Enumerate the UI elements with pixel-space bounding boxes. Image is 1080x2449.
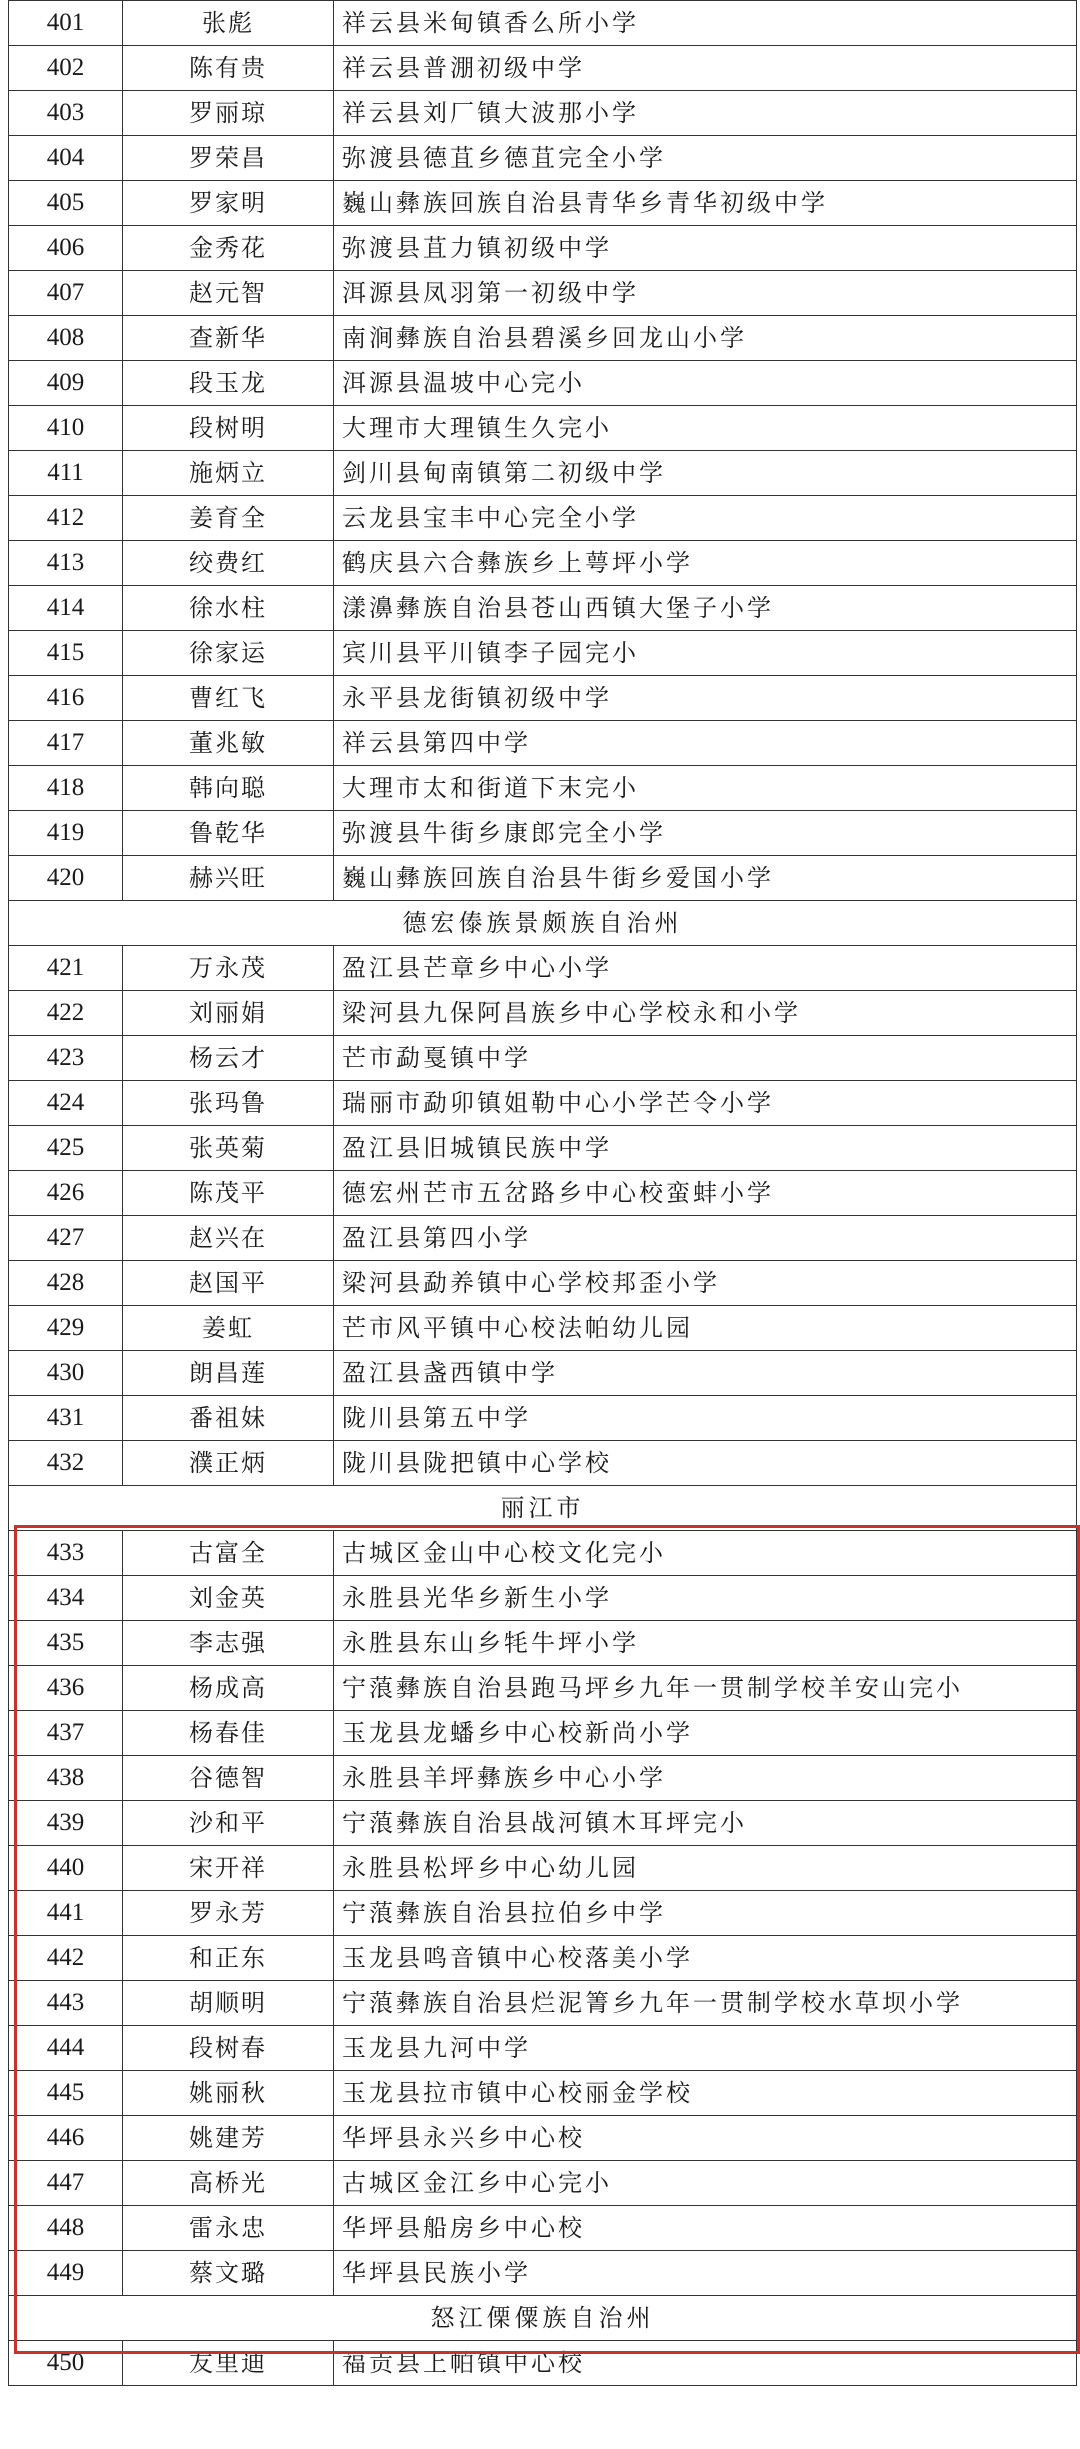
table-row bbox=[9, 676, 1077, 721]
person-name: 陈有贵 bbox=[123, 46, 334, 91]
person-name: 宋开祥 bbox=[123, 1846, 334, 1891]
table-row bbox=[9, 811, 1077, 856]
person-name: 罗永芳 bbox=[123, 1891, 334, 1936]
table-row bbox=[9, 1846, 1077, 1891]
row-number: 420 bbox=[9, 856, 123, 901]
person-name: 刘金英 bbox=[123, 1576, 334, 1621]
row-number: 425 bbox=[9, 1126, 123, 1171]
person-name: 徐水柱 bbox=[123, 586, 334, 631]
table-row bbox=[9, 1396, 1077, 1441]
person-name: 姜虹 bbox=[123, 1306, 334, 1351]
school-name: 大理市大理镇生久完小 bbox=[334, 406, 1077, 451]
school-name: 陇川县陇把镇中心学校 bbox=[334, 1441, 1077, 1486]
row-number: 437 bbox=[9, 1711, 123, 1756]
table-row bbox=[9, 766, 1077, 811]
school-name: 洱源县温坡中心完小 bbox=[334, 361, 1077, 406]
row-number: 416 bbox=[9, 676, 123, 721]
school-name: 梁河县九保阿昌族乡中心学校永和小学 bbox=[334, 991, 1077, 1036]
region-name: 怒江傈僳族自治州 bbox=[9, 2296, 1077, 2341]
row-number: 444 bbox=[9, 2026, 123, 2071]
table-row bbox=[9, 1891, 1077, 1936]
table-row bbox=[9, 631, 1077, 676]
school-name: 陇川县第五中学 bbox=[334, 1396, 1077, 1441]
row-number: 411 bbox=[9, 451, 123, 496]
school-name: 盈江县芒章乡中心小学 bbox=[334, 946, 1077, 991]
row-number: 417 bbox=[9, 721, 123, 766]
row-number: 429 bbox=[9, 1306, 123, 1351]
row-number: 424 bbox=[9, 1081, 123, 1126]
table-row bbox=[9, 91, 1077, 136]
person-name: 段树春 bbox=[123, 2026, 334, 2071]
person-name: 和正东 bbox=[123, 1936, 334, 1981]
row-number: 441 bbox=[9, 1891, 123, 1936]
school-name: 洱源县凤羽第一初级中学 bbox=[334, 271, 1077, 316]
row-number: 422 bbox=[9, 991, 123, 1036]
school-name: 剑川县甸南镇第二初级中学 bbox=[334, 451, 1077, 496]
roster-table bbox=[8, 0, 1077, 2386]
school-name: 永胜县松坪乡中心幼儿园 bbox=[334, 1846, 1077, 1891]
table-row bbox=[9, 1261, 1077, 1306]
school-name: 祥云县普淜初级中学 bbox=[334, 46, 1077, 91]
table-row bbox=[9, 1, 1077, 46]
row-number: 432 bbox=[9, 1441, 123, 1486]
person-name: 赵元智 bbox=[123, 271, 334, 316]
person-name: 施炳立 bbox=[123, 451, 334, 496]
school-name: 盈江县盏西镇中学 bbox=[334, 1351, 1077, 1396]
row-number: 450 bbox=[9, 2341, 123, 2386]
person-name: 韩向聪 bbox=[123, 766, 334, 811]
table-row bbox=[9, 316, 1077, 361]
person-name: 姚丽秋 bbox=[123, 2071, 334, 2116]
row-number: 439 bbox=[9, 1801, 123, 1846]
table-row bbox=[9, 1621, 1077, 1666]
school-name: 永胜县东山乡牦牛坪小学 bbox=[334, 1621, 1077, 1666]
row-number: 442 bbox=[9, 1936, 123, 1981]
school-name: 玉龙县拉市镇中心校丽金学校 bbox=[334, 2071, 1077, 2116]
person-name: 姜育全 bbox=[123, 496, 334, 541]
row-number: 421 bbox=[9, 946, 123, 991]
table-row bbox=[9, 946, 1077, 991]
row-number: 404 bbox=[9, 136, 123, 181]
row-number: 418 bbox=[9, 766, 123, 811]
table-row bbox=[9, 136, 1077, 181]
table-row bbox=[9, 2071, 1077, 2116]
person-name: 杨成高 bbox=[123, 1666, 334, 1711]
school-name: 玉龙县龙蟠乡中心校新尚小学 bbox=[334, 1711, 1077, 1756]
school-name: 弥渡县苴力镇初级中学 bbox=[334, 226, 1077, 271]
table-row bbox=[9, 1801, 1077, 1846]
school-name: 弥渡县德苴乡德苴完全小学 bbox=[334, 136, 1077, 181]
table-row bbox=[9, 1756, 1077, 1801]
person-name: 张彪 bbox=[123, 1, 334, 46]
school-name: 古城区金山中心校文化完小 bbox=[334, 1531, 1077, 1576]
region-header-row bbox=[9, 901, 1077, 946]
person-name: 雷永忠 bbox=[123, 2206, 334, 2251]
region-header-row bbox=[9, 2296, 1077, 2341]
person-name: 赵兴在 bbox=[123, 1216, 334, 1261]
school-name: 弥渡县牛街乡康郎完全小学 bbox=[334, 811, 1077, 856]
row-number: 435 bbox=[9, 1621, 123, 1666]
person-name: 段玉龙 bbox=[123, 361, 334, 406]
table-row bbox=[9, 46, 1077, 91]
table-row bbox=[9, 496, 1077, 541]
table-row bbox=[9, 1351, 1077, 1396]
row-number: 448 bbox=[9, 2206, 123, 2251]
school-name: 鹤庆县六合彝族乡上萼坪小学 bbox=[334, 541, 1077, 586]
school-name: 宾川县平川镇李子园完小 bbox=[334, 631, 1077, 676]
row-number: 413 bbox=[9, 541, 123, 586]
person-name: 朗昌莲 bbox=[123, 1351, 334, 1396]
person-name: 友里迪 bbox=[123, 2341, 334, 2386]
school-name: 盈江县第四小学 bbox=[334, 1216, 1077, 1261]
person-name: 李志强 bbox=[123, 1621, 334, 1666]
region-name: 德宏傣族景颇族自治州 bbox=[9, 901, 1077, 946]
school-name: 云龙县宝丰中心完全小学 bbox=[334, 496, 1077, 541]
row-number: 407 bbox=[9, 271, 123, 316]
table-row bbox=[9, 2206, 1077, 2251]
school-name: 祥云县刘厂镇大波那小学 bbox=[334, 91, 1077, 136]
person-name: 古富全 bbox=[123, 1531, 334, 1576]
table-row bbox=[9, 271, 1077, 316]
school-name: 华坪县永兴乡中心校 bbox=[334, 2116, 1077, 2161]
row-number: 405 bbox=[9, 181, 123, 226]
table-row bbox=[9, 1171, 1077, 1216]
row-number: 436 bbox=[9, 1666, 123, 1711]
person-name: 番祖妹 bbox=[123, 1396, 334, 1441]
person-name: 查新华 bbox=[123, 316, 334, 361]
school-name: 宁蒗彝族自治县跑马坪乡九年一贯制学校羊安山完小 bbox=[334, 1666, 1077, 1711]
school-name: 巍山彝族回族自治县牛街乡爱国小学 bbox=[334, 856, 1077, 901]
school-name: 宁蒗彝族自治县战河镇木耳坪完小 bbox=[334, 1801, 1077, 1846]
school-name: 玉龙县九河中学 bbox=[334, 2026, 1077, 2071]
table-row bbox=[9, 721, 1077, 766]
roster-sheet bbox=[8, 0, 1078, 2386]
region-header-row bbox=[9, 1486, 1077, 1531]
school-name: 华坪县民族小学 bbox=[334, 2251, 1077, 2296]
school-name: 大理市太和街道下末完小 bbox=[334, 766, 1077, 811]
table-row bbox=[9, 541, 1077, 586]
table-row bbox=[9, 856, 1077, 901]
person-name: 杨春佳 bbox=[123, 1711, 334, 1756]
school-name: 福贡县上帕镇中心校 bbox=[334, 2341, 1077, 2386]
table-row bbox=[9, 2026, 1077, 2071]
school-name: 瑞丽市勐卯镇姐勒中心小学芒令小学 bbox=[334, 1081, 1077, 1126]
row-number: 403 bbox=[9, 91, 123, 136]
person-name: 濮正炳 bbox=[123, 1441, 334, 1486]
row-number: 406 bbox=[9, 226, 123, 271]
person-name: 赵国平 bbox=[123, 1261, 334, 1306]
person-name: 张英菊 bbox=[123, 1126, 334, 1171]
row-number: 434 bbox=[9, 1576, 123, 1621]
person-name: 沙和平 bbox=[123, 1801, 334, 1846]
person-name: 姚建芳 bbox=[123, 2116, 334, 2161]
person-name: 刘丽娟 bbox=[123, 991, 334, 1036]
row-number: 446 bbox=[9, 2116, 123, 2161]
person-name: 鲁乾华 bbox=[123, 811, 334, 856]
row-number: 438 bbox=[9, 1756, 123, 1801]
school-name: 南涧彝族自治县碧溪乡回龙山小学 bbox=[334, 316, 1077, 361]
row-number: 410 bbox=[9, 406, 123, 451]
row-number: 412 bbox=[9, 496, 123, 541]
table-row bbox=[9, 1216, 1077, 1261]
table-row bbox=[9, 361, 1077, 406]
person-name: 金秀花 bbox=[123, 226, 334, 271]
school-name: 宁蒗彝族自治县拉伯乡中学 bbox=[334, 1891, 1077, 1936]
table-row bbox=[9, 1081, 1077, 1126]
row-number: 445 bbox=[9, 2071, 123, 2116]
person-name: 曹红飞 bbox=[123, 676, 334, 721]
row-number: 428 bbox=[9, 1261, 123, 1306]
table-row bbox=[9, 1576, 1077, 1621]
row-number: 449 bbox=[9, 2251, 123, 2296]
school-name: 永胜县羊坪彝族乡中心小学 bbox=[334, 1756, 1077, 1801]
person-name: 张玛鲁 bbox=[123, 1081, 334, 1126]
row-number: 409 bbox=[9, 361, 123, 406]
person-name: 徐家运 bbox=[123, 631, 334, 676]
person-name: 陈茂平 bbox=[123, 1171, 334, 1216]
person-name: 高桥光 bbox=[123, 2161, 334, 2206]
school-name: 永平县龙街镇初级中学 bbox=[334, 676, 1077, 721]
table-row bbox=[9, 1936, 1077, 1981]
person-name: 胡顺明 bbox=[123, 1981, 334, 2026]
table-row bbox=[9, 1126, 1077, 1171]
row-number: 414 bbox=[9, 586, 123, 631]
school-name: 漾濞彝族自治县苍山西镇大堡子小学 bbox=[334, 586, 1077, 631]
row-number: 431 bbox=[9, 1396, 123, 1441]
table-row bbox=[9, 181, 1077, 226]
table-row bbox=[9, 1441, 1077, 1486]
person-name: 罗荣昌 bbox=[123, 136, 334, 181]
row-number: 443 bbox=[9, 1981, 123, 2026]
person-name: 董兆敏 bbox=[123, 721, 334, 766]
table-row bbox=[9, 2116, 1077, 2161]
school-name: 宁蒗彝族自治县烂泥箐乡九年一贯制学校水草坝小学 bbox=[334, 1981, 1077, 2026]
table-row bbox=[9, 2251, 1077, 2296]
table-row bbox=[9, 1981, 1077, 2026]
person-name: 罗家明 bbox=[123, 181, 334, 226]
table-row bbox=[9, 2161, 1077, 2206]
school-name: 巍山彝族回族自治县青华乡青华初级中学 bbox=[334, 181, 1077, 226]
table-row bbox=[9, 1711, 1077, 1756]
school-name: 华坪县船房乡中心校 bbox=[334, 2206, 1077, 2251]
person-name: 谷德智 bbox=[123, 1756, 334, 1801]
table-row bbox=[9, 406, 1077, 451]
school-name: 德宏州芒市五岔路乡中心校蛮蚌小学 bbox=[334, 1171, 1077, 1216]
school-name: 祥云县米甸镇香么所小学 bbox=[334, 1, 1077, 46]
person-name: 段树明 bbox=[123, 406, 334, 451]
table-row bbox=[9, 586, 1077, 631]
row-number: 408 bbox=[9, 316, 123, 361]
row-number: 433 bbox=[9, 1531, 123, 1576]
table-row bbox=[9, 1666, 1077, 1711]
person-name: 杨云才 bbox=[123, 1036, 334, 1081]
school-name: 芒市风平镇中心校法帕幼儿园 bbox=[334, 1306, 1077, 1351]
school-name: 永胜县光华乡新生小学 bbox=[334, 1576, 1077, 1621]
row-number: 440 bbox=[9, 1846, 123, 1891]
row-number: 447 bbox=[9, 2161, 123, 2206]
school-name: 祥云县第四中学 bbox=[334, 721, 1077, 766]
row-number: 402 bbox=[9, 46, 123, 91]
row-number: 415 bbox=[9, 631, 123, 676]
table-row bbox=[9, 991, 1077, 1036]
roster-body bbox=[9, 1, 1077, 2386]
table-row bbox=[9, 226, 1077, 271]
row-number: 419 bbox=[9, 811, 123, 856]
row-number: 426 bbox=[9, 1171, 123, 1216]
person-name: 万永茂 bbox=[123, 946, 334, 991]
person-name: 赫兴旺 bbox=[123, 856, 334, 901]
person-name: 绞费红 bbox=[123, 541, 334, 586]
person-name: 蔡文璐 bbox=[123, 2251, 334, 2296]
school-name: 盈江县旧城镇民族中学 bbox=[334, 1126, 1077, 1171]
school-name: 梁河县勐养镇中心学校邦歪小学 bbox=[334, 1261, 1077, 1306]
table-row bbox=[9, 1306, 1077, 1351]
row-number: 430 bbox=[9, 1351, 123, 1396]
region-name: 丽江市 bbox=[9, 1486, 1077, 1531]
school-name: 古城区金江乡中心完小 bbox=[334, 2161, 1077, 2206]
row-number: 427 bbox=[9, 1216, 123, 1261]
row-number: 401 bbox=[9, 1, 123, 46]
table-row bbox=[9, 451, 1077, 496]
table-row bbox=[9, 1036, 1077, 1081]
school-name: 玉龙县鸣音镇中心校落美小学 bbox=[334, 1936, 1077, 1981]
row-number: 423 bbox=[9, 1036, 123, 1081]
person-name: 罗丽琼 bbox=[123, 91, 334, 136]
table-row bbox=[9, 2341, 1077, 2386]
table-row bbox=[9, 1531, 1077, 1576]
school-name: 芒市勐戛镇中学 bbox=[334, 1036, 1077, 1081]
